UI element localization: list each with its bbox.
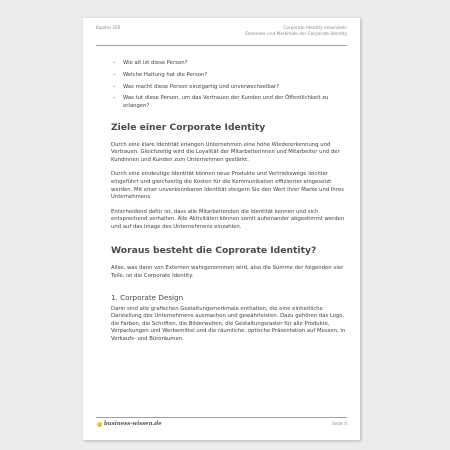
list-item-text: Was macht diese Person einzigartig und unverwechselbar? — [123, 83, 280, 90]
list-item — [111, 72, 347, 80]
question-list — [111, 60, 347, 111]
paragraph: Entscheidend dafür ist, dass alle Mitarbeitenden die Identität kennen und sich entsprechend verhalten. Alle Aktivitäten können somit aufeinander abgestimmt werden und auf das Image des Unternehmens einzahlen. — [111, 208, 345, 230]
subsection-heading-corporate-design: 1. Corporate Design — [111, 292, 184, 302]
list-item-text: Was tut diese Person, um das Vertrauen der Kunden und der Öffentlichkeit zu erlangen? — [123, 95, 329, 109]
list-item — [111, 60, 347, 68]
document-page — [83, 18, 360, 440]
paragraph: Durch eine eindeutige Identität können neue Produkte und Vertriebswege leichter eingeführt und gleichzeitig die Kosten für die Kommunikation effizienter eingesetzt werden. Mit einer unverkennbaren Identität steigern Sie den Wert Ihrer Marke und Ihres Unternehmens. — [111, 171, 344, 201]
list-item — [111, 84, 347, 92]
header-title: Corporate Identity entwickeln — [283, 25, 347, 31]
paragraph: Durch eine klare Identität erlangen Unternehmen eine hohe Wiedererkennung und Vertrauen. Gleichzeitig wird die Loyalität der Mitarbeiterinnen und Mitarbeiter und der Kundinnen und Kunden zum Unternehmen gestärkt. — [111, 141, 340, 163]
chapter-label: Kapitel 200 — [96, 25, 121, 31]
header-titles — [245, 26, 347, 38]
page-header — [96, 25, 347, 46]
list-item-text: Welche Haltung hat die Person? — [123, 71, 208, 78]
footer-logo — [97, 421, 162, 427]
paragraph: Darin sind alle grafischen Gestaltungsmerkmale enthalten, die eine einheitliche Darstellung des Unternehmens ausmachen und gewährleisten. Dazu gehören das Logo, die Farben, die Schriften, die Bilderwelten, die Gestaltungsraster für alle Produkte, Verpackungen und Werbemittel und die räumliche, optische Präsentation auf Messen, in Verkaufs- und Büroräumen. — [111, 305, 346, 343]
section-heading-goals: Ziele einer Corporate Identity — [111, 121, 266, 133]
bullet-dash: – — [113, 95, 116, 102]
logo-dot-icon — [97, 422, 102, 427]
bullet-dash: – — [113, 83, 116, 90]
header-subtitle: Elemente und Merkmale der Corporate Identity — [245, 31, 347, 37]
page-number: Seite 4 — [332, 422, 347, 427]
bullet-dash: – — [113, 71, 116, 78]
list-item — [111, 95, 347, 110]
section-heading-components: Woraus besteht die Coprorate Identity? — [111, 245, 317, 257]
page-footer — [96, 417, 347, 432]
paragraph: Alles, was dann von Externen wahrgenommen wird, also die Summe der folgenden vier Teile, ist die Corporate Identity. — [111, 265, 344, 280]
bullet-dash: – — [113, 60, 116, 66]
list-item-text: Wie alt ist diese Person? — [123, 60, 188, 66]
page-content — [111, 60, 347, 344]
logo-text: business-wissen.de — [104, 421, 162, 427]
